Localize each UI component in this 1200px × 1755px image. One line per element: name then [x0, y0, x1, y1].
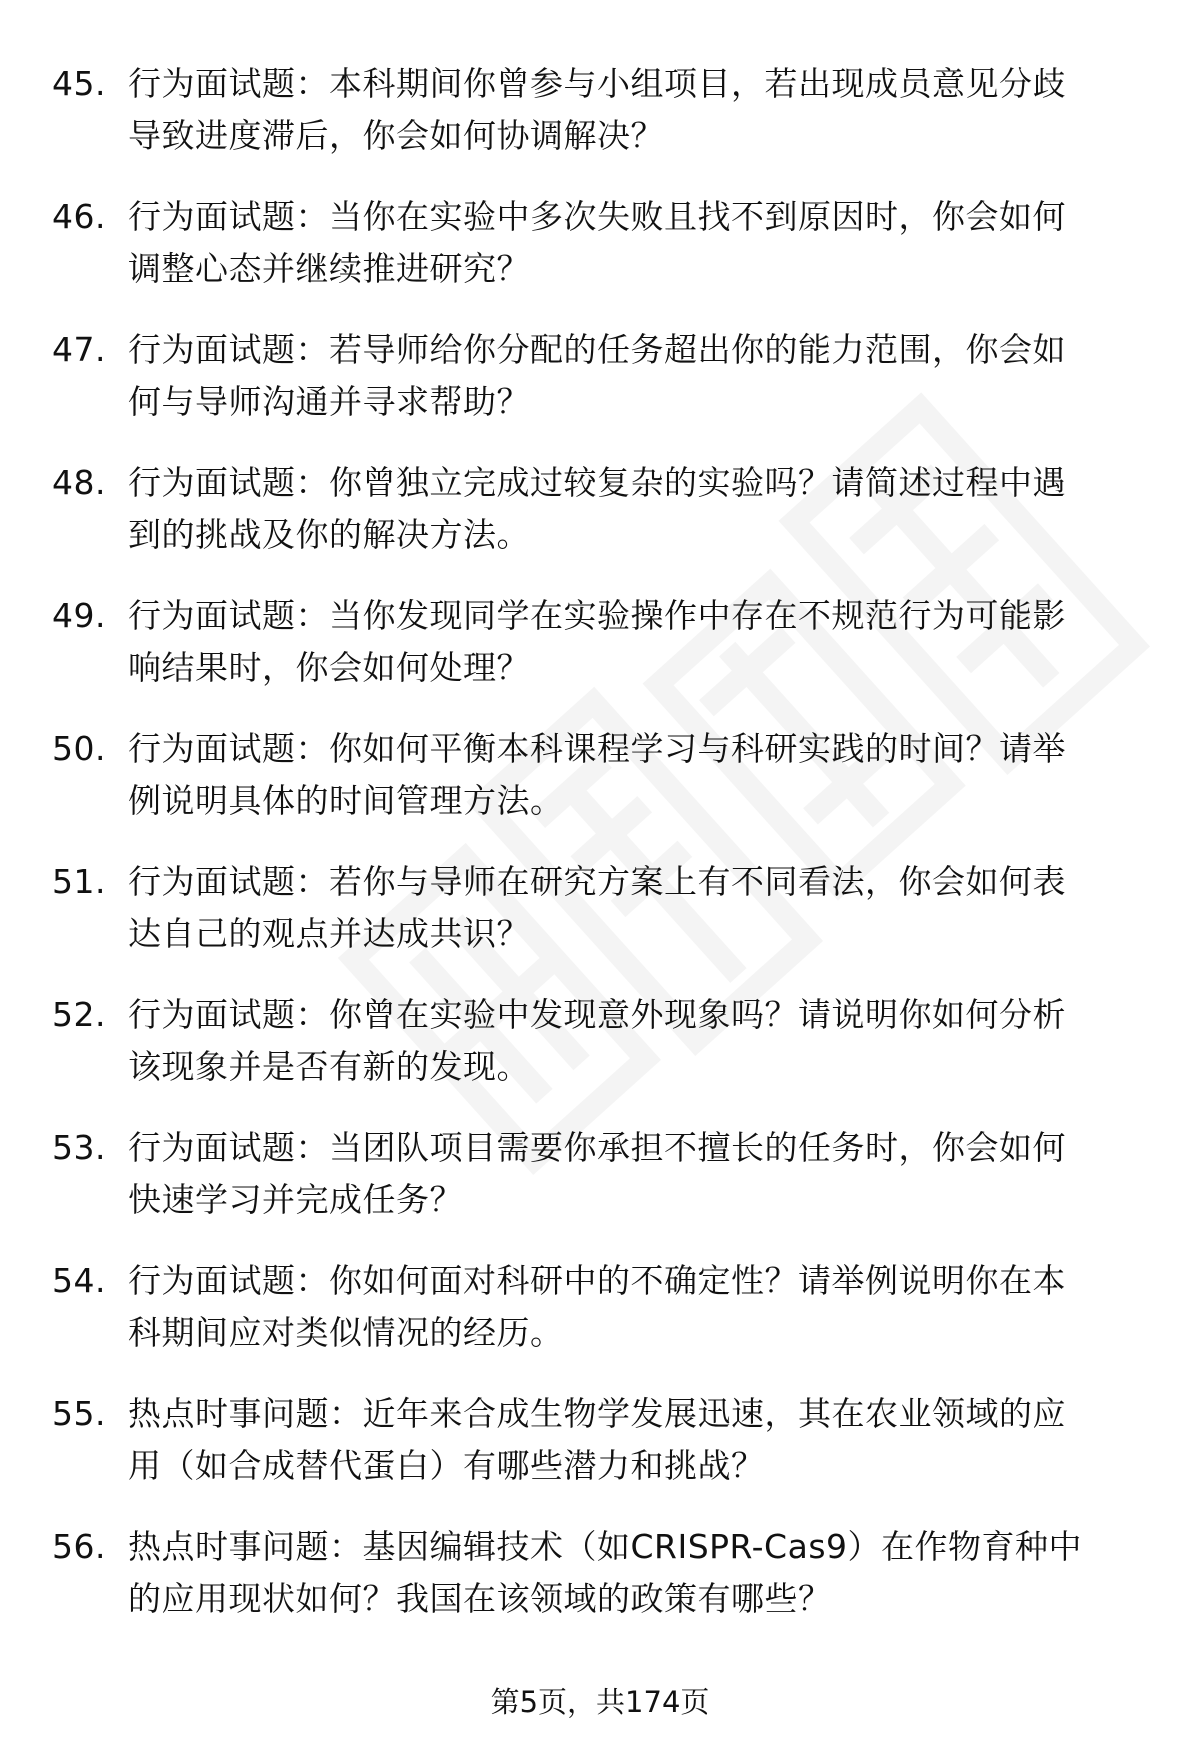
question-text — [128, 1388, 1128, 1492]
question-line: 行为面试题：当团队项目需要你承担不擅长的任务时，你会如何 — [128, 1128, 1066, 1167]
question-text — [128, 1122, 1128, 1226]
question-item — [52, 191, 1152, 324]
question-text — [128, 856, 1128, 960]
question-item — [52, 1521, 1152, 1654]
question-line: 行为面试题：你曾独立完成过较复杂的实验吗？请简述过程中遇 — [128, 463, 1066, 502]
question-text — [128, 324, 1128, 428]
question-line: 的应用现状如何？我国在该领域的政策有哪些？ — [128, 1579, 832, 1618]
question-text — [128, 723, 1128, 827]
question-line: 科期间应对类似情况的经历。 — [128, 1313, 564, 1352]
question-text — [128, 1255, 1128, 1359]
question-list — [52, 58, 1152, 1654]
question-number: 51. — [52, 862, 106, 901]
question-line: 行为面试题：你曾在实验中发现意外现象吗？请说明你如何分析 — [128, 995, 1066, 1034]
question-text — [128, 590, 1128, 694]
question-line: 调整心态并继续推进研究？ — [128, 249, 530, 288]
question-line: 导致进度滞后，你会如何协调解决？ — [128, 116, 664, 155]
question-text — [128, 1521, 1128, 1625]
question-item — [52, 324, 1152, 457]
question-text — [128, 457, 1128, 561]
question-line: 何与导师沟通并寻求帮助？ — [128, 382, 530, 421]
question-line: 用（如合成替代蛋白）有哪些潜力和挑战？ — [128, 1446, 765, 1485]
question-line: 行为面试题：若你与导师在研究方案上有不同看法，你会如何表 — [128, 862, 1066, 901]
question-line: 快速学习并完成任务？ — [128, 1180, 463, 1219]
page-number-footer: 第5页，共174页 — [490, 1685, 710, 1719]
question-line: 行为面试题：当你在实验中多次失败且找不到原因时，你会如何 — [128, 197, 1066, 236]
question-item — [52, 457, 1152, 590]
question-line: 热点时事问题：近年来合成生物学发展迅速，其在农业领域的应 — [128, 1394, 1066, 1433]
question-text — [128, 191, 1128, 295]
question-item — [52, 1255, 1152, 1388]
question-item — [52, 1388, 1152, 1521]
question-line: 热点时事问题：基因编辑技术（如CRISPR-Cas9）在作物育种中 — [128, 1527, 1083, 1566]
question-line: 达自己的观点并达成共识？ — [128, 914, 530, 953]
question-line: 行为面试题：当你发现同学在实验操作中存在不规范行为可能影 — [128, 596, 1066, 635]
question-number: 47. — [52, 330, 106, 369]
question-line: 到的挑战及你的解决方法。 — [128, 515, 530, 554]
question-item — [52, 989, 1152, 1122]
question-line: 行为面试题：你如何平衡本科课程学习与科研实践的时间？请举 — [128, 729, 1066, 768]
question-line: 该现象并是否有新的发现。 — [128, 1047, 530, 1086]
question-number: 54. — [52, 1261, 106, 1300]
question-text — [128, 989, 1128, 1093]
question-number: 56. — [52, 1527, 106, 1566]
question-item — [52, 58, 1152, 191]
question-text — [128, 58, 1128, 162]
question-number: 52. — [52, 995, 106, 1034]
question-item — [52, 590, 1152, 723]
question-item — [52, 723, 1152, 856]
question-line: 行为面试题：若导师给你分配的任务超出你的能力范围，你会如 — [128, 330, 1066, 369]
question-number: 48. — [52, 463, 106, 502]
question-number: 50. — [52, 729, 106, 768]
question-line: 例说明具体的时间管理方法。 — [128, 781, 564, 820]
question-line: 行为面试题：本科期间你曾参与小组项目，若出现成员意见分歧 — [128, 64, 1066, 103]
question-item — [52, 1122, 1152, 1255]
question-number: 55. — [52, 1394, 106, 1433]
question-line: 行为面试题：你如何面对科研中的不确定性？请举例说明你在本 — [128, 1261, 1066, 1300]
question-line: 响结果时，你会如何处理？ — [128, 648, 530, 687]
question-number: 46. — [52, 197, 106, 236]
question-number: 53. — [52, 1128, 106, 1167]
question-number: 45. — [52, 64, 106, 103]
question-number: 49. — [52, 596, 106, 635]
question-item — [52, 856, 1152, 989]
